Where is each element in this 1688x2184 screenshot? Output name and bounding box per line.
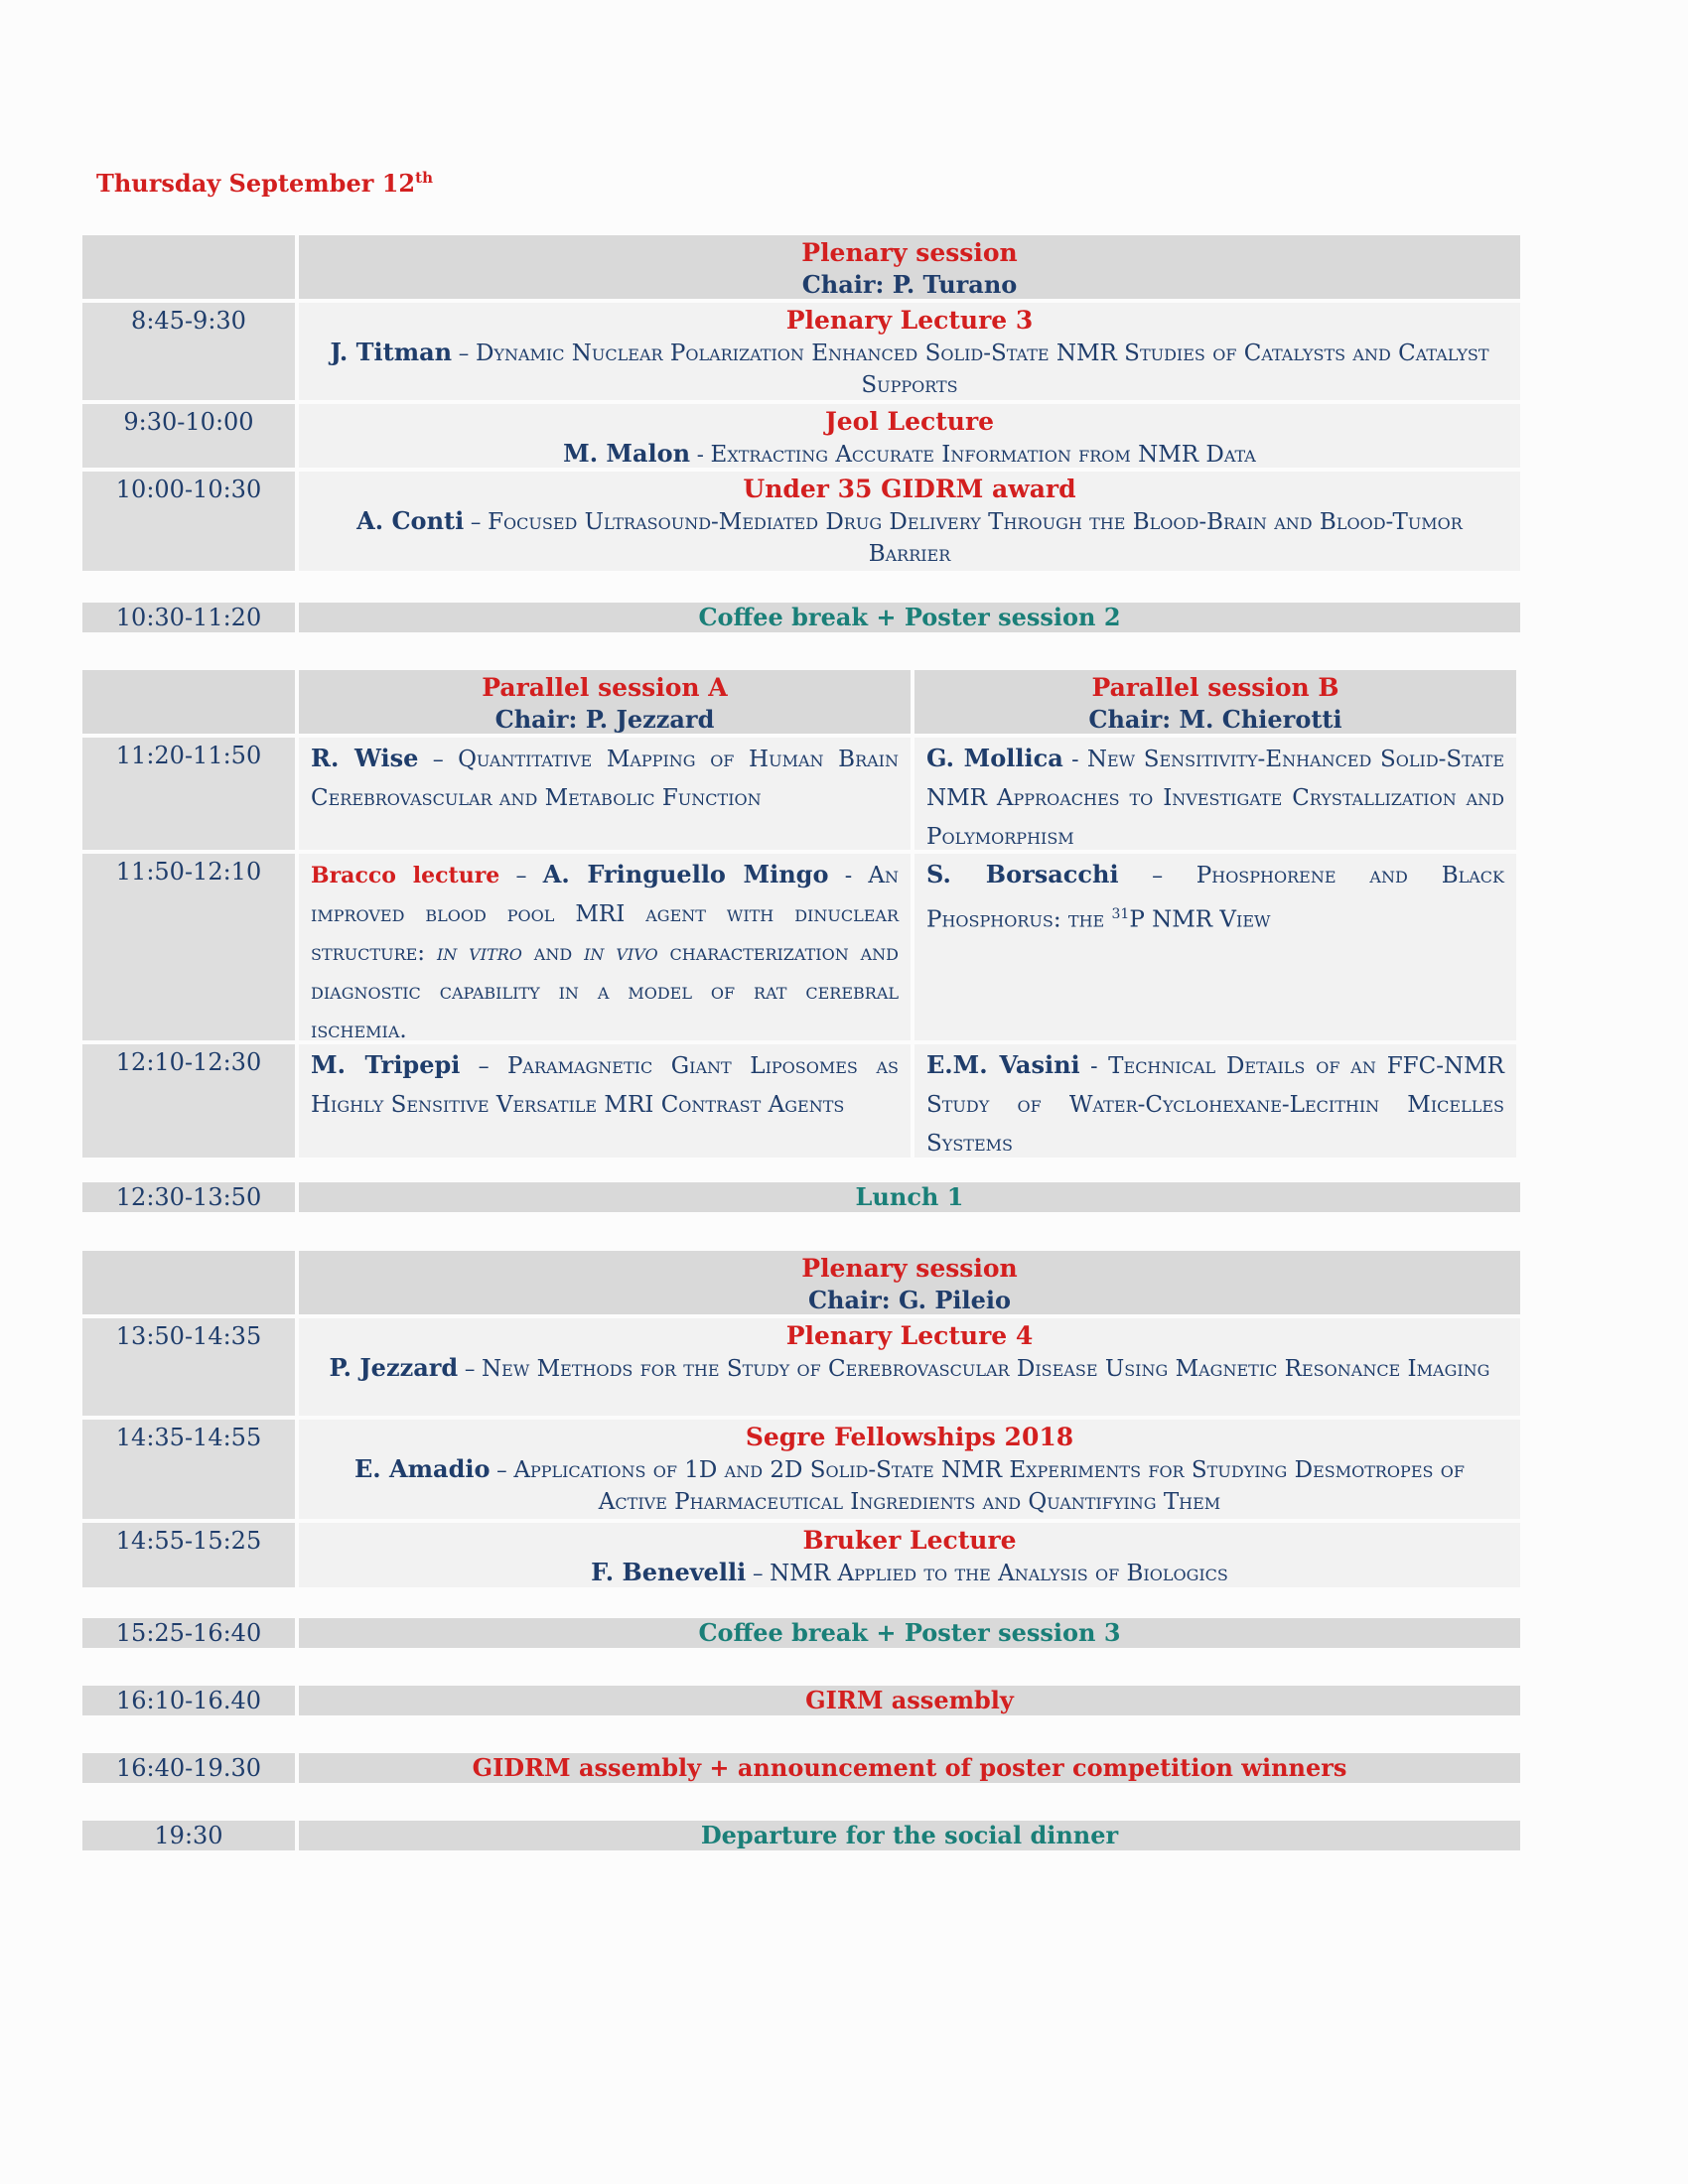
- session-title: Plenary session: [801, 238, 1018, 267]
- table-row: 10:00-10:30 Under 35 GIDRM award A. Conti – Focused Ultrasound-Mediated Drug Delivery Through the Blood-Brain and Blood-Tumor Barrier: [82, 472, 1520, 571]
- table-row: 11:20-11:50 R. Wise – Quantitative Mapping of Human Brain Cerebrovascular and Metabolic Function G. Mollica - New Sensitivity-Enhanced Solid-State NMR Approaches to Investigate Crystallization and Polymorphism: [82, 738, 1520, 854]
- table-row: 12:10-12:30 M. Tripepi – Paramagnetic Giant Liposomes as Highly Sensitive Versatile MRI Contrast Agents E.M. Vasini - Technical Details of an FFC-NMR Study of Water-Cyclohexane-Lecithin Micelles Systems: [82, 1044, 1520, 1158]
- coffee-break-2-row: 10:30-11:20 Coffee break + Poster session 2: [82, 603, 1520, 632]
- table-row: 14:55-15:25 Bruker Lecture F. Benevelli – NMR Applied to the Analysis of Biologics: [82, 1523, 1520, 1587]
- parallel-sessions-table: Parallel session A Chair: P. Jezzard Parallel session B Chair: M. Chierotti 11:20-11:50 R. Wise – Quantitative Mapping of Human Brain Cerebrovascular and Metabolic Function G. Mollica - New Sensitivity-Enhanced Solid-State NMR Approaches to Investigate Crystallization and Polymorphism 11:50-12:10 Bracco lecture – A. Fringuello Mingo - An improved blood pool MRI agent with dinuclear structure: in vitro and in vivo characterization and diagnostic capability in a model of rat cerebral ischemia. S. Borsacchi – Phosphorene and Black Phosphorus: the $^{31}$P NMR View 12:10-12:30 M. Tripepi – Paramagnetic Giant Liposomes as Highly Sensitive Versatile MRI Contrast Agents E.M. Vasini - Technical Details of an FFC-NMR Study of Water-Cyclohexane-Lecithin Micelles Systems: [82, 670, 1520, 1158]
- gidrm-assembly-row: 16:40-19.30 GIDRM assembly + announcement of poster competition winners: [82, 1753, 1520, 1783]
- social-dinner-row: 19:30 Departure for the social dinner: [82, 1821, 1520, 1850]
- session-a-title: Parallel session A: [482, 673, 728, 702]
- table-row: 8:45-9:30 Plenary Lecture 3 J. Titman – Dynamic Nuclear Polarization Enhanced Solid-State NMR Studies of Catalysts and Catalyst Supports: [82, 303, 1520, 404]
- morning-plenary-table: [82, 235, 1520, 571]
- table-row: 11:50-12:10 Bracco lecture – A. Fringuello Mingo - An improved blood pool MRI agent with dinuclear structure: in vitro and in vivo characterization and diagnostic capability in a model of rat cerebral ischemia. S. Borsacchi – Phosphorene and Black Phosphorus: the $^{31}$P NMR View: [82, 854, 1520, 1044]
- coffee-break-3-row: 15:25-16:40 Coffee break + Poster session 3: [82, 1618, 1520, 1648]
- afternoon-plenary-table: Plenary session Chair: G. Pileio 13:50-14:35 Plenary Lecture 4 P. Jezzard – New Methods for the Study of Cerebrovascular Disease Using Magnetic Resonance Imaging 14:35-14:55 Segre Fellowships 2018 E. Amadio – Applications of 1D and 2D Solid-State NMR Experiments for Studying Desmotropes of Active Pharmaceutical Ingredients and Quantifying Them 14:55-15:25 Bruker Lecture F. Benevelli – NMR Applied to the Analysis of Biologics: [82, 1251, 1520, 1587]
- session-chair: Chair: P. Turano: [801, 270, 1018, 299]
- girm-assembly-row: 16:10-16.40 GIRM assembly: [82, 1686, 1520, 1715]
- day-title: Thursday September 12th: [96, 169, 433, 198]
- table-row: 14:35-14:55 Segre Fellowships 2018 E. Amadio – Applications of 1D and 2D Solid-State NMR Experiments for Studying Desmotropes of Active Pharmaceutical Ingredients and Quantifying Them: [82, 1420, 1520, 1523]
- lunch-row: 12:30-13:50 Lunch 1: [82, 1182, 1520, 1212]
- table-row: 13:50-14:35 Plenary Lecture 4 P. Jezzard – New Methods for the Study of Cerebrovascular Disease Using Magnetic Resonance Imaging: [82, 1318, 1520, 1420]
- table-row: 9:30-10:00 Jeol Lecture M. Malon - Extracting Accurate Information from NMR Data: [82, 404, 1520, 472]
- session-b-title: Parallel session B: [1091, 673, 1339, 702]
